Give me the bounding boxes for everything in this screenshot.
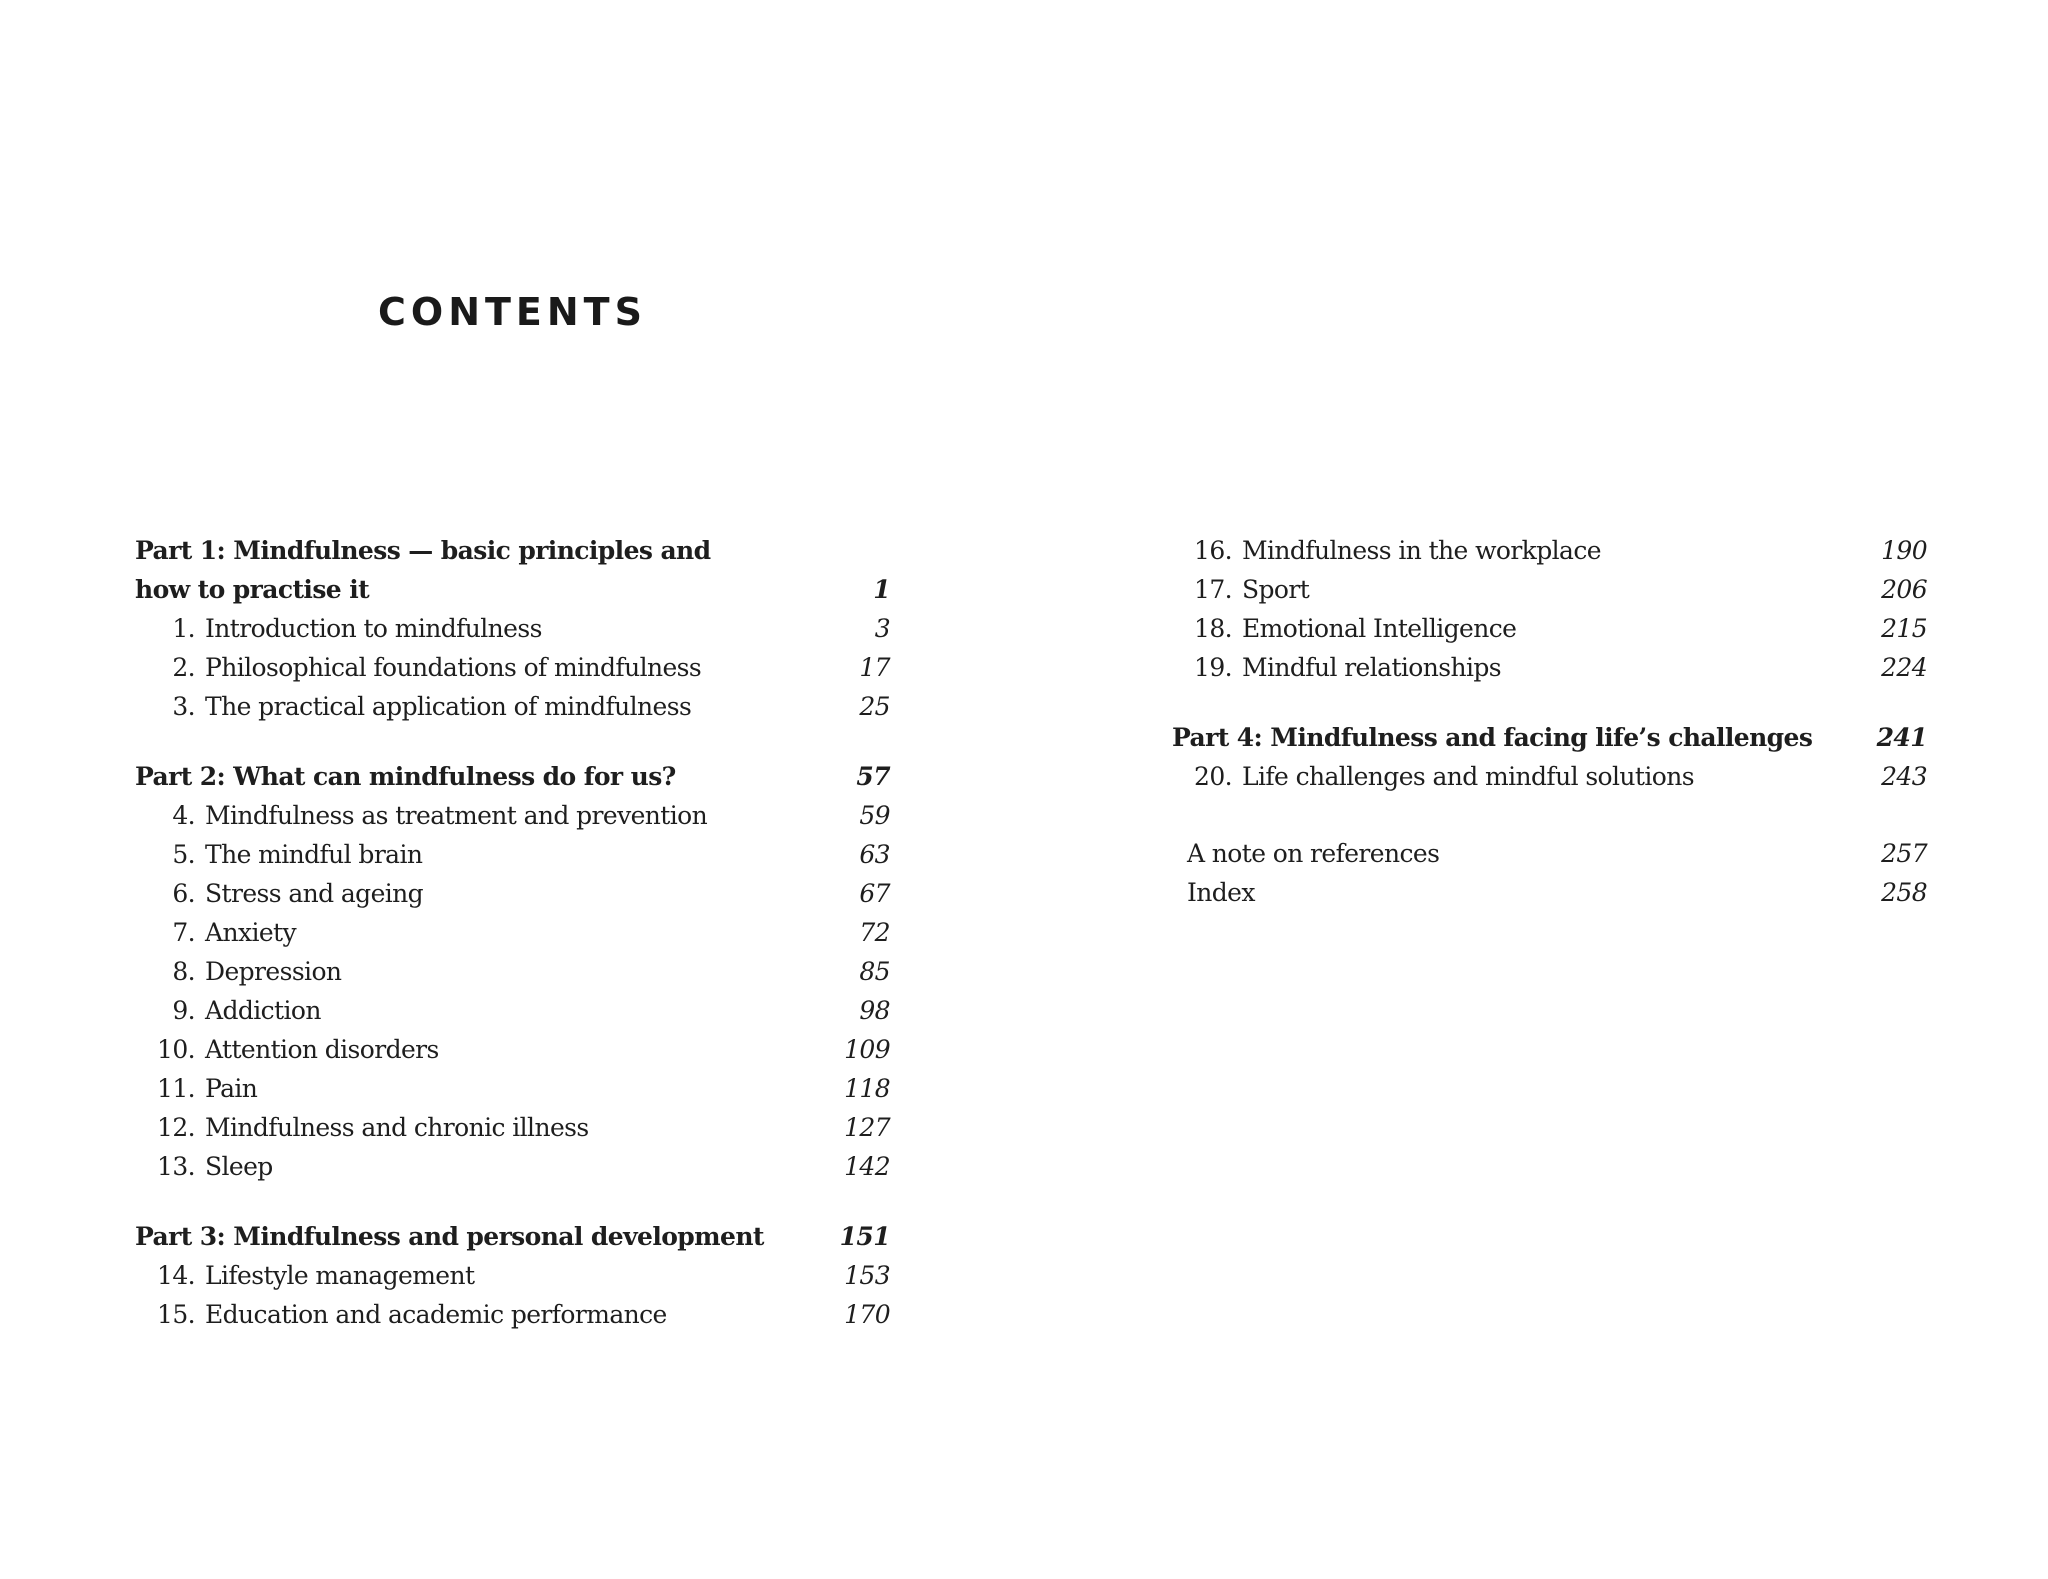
chapter-title: Mindfulness and chronic illness	[205, 1113, 589, 1142]
page-number: 63	[859, 840, 890, 869]
toc-part-entry[interactable]	[135, 531, 890, 609]
chapter-number: 11.	[157, 1074, 195, 1103]
toc-chapter-entry[interactable]	[135, 874, 890, 913]
section-gap	[1172, 796, 1927, 834]
chapter-title: Introduction to mindfulness	[205, 614, 542, 643]
section-gap	[135, 1186, 890, 1217]
page-number: 224	[1881, 653, 1927, 682]
back-matter-title: Index	[1187, 878, 1255, 907]
page-number: 241	[1876, 723, 1927, 752]
page-number: 17	[859, 653, 890, 682]
chapter-number: 18.	[1194, 614, 1232, 643]
page-number: 98	[859, 996, 890, 1025]
chapter-number: 13.	[157, 1152, 195, 1181]
toc-chapter-entry[interactable]	[135, 1147, 890, 1186]
toc-back-matter-entry[interactable]	[1172, 834, 1927, 873]
toc-right-column	[1172, 531, 1927, 912]
page-number: 206	[1881, 575, 1927, 604]
page-number: 109	[844, 1035, 890, 1064]
toc-chapter-entry[interactable]	[135, 796, 890, 835]
chapter-number: 4.	[172, 801, 195, 830]
chapter-number: 7.	[172, 918, 195, 947]
toc-left-column	[135, 531, 890, 1334]
toc-chapter-entry[interactable]	[135, 1069, 890, 1108]
page-number: 1	[873, 575, 890, 604]
chapter-title: The practical application of mindfulness	[205, 692, 692, 721]
toc-chapter-entry[interactable]	[1172, 570, 1927, 609]
part-title: Part 1: Mindfulness — basic principles and how to practise it	[135, 536, 711, 604]
toc-chapter-entry[interactable]	[135, 1295, 890, 1334]
part-title: Part 4: Mindfulness and facing life’s challenges	[1172, 723, 1813, 752]
toc-chapter-entry[interactable]	[135, 991, 890, 1030]
toc-chapter-entry[interactable]	[135, 687, 890, 726]
chapter-title: Depression	[205, 957, 342, 986]
part-title: Part 2: What can mindfulness do for us?	[135, 762, 676, 791]
page-number: 257	[1881, 839, 1927, 868]
contents-heading: CONTENTS	[378, 290, 647, 334]
toc-part-entry[interactable]	[1172, 718, 1927, 757]
chapter-title: Stress and ageing	[205, 879, 424, 908]
chapter-number: 1.	[172, 614, 195, 643]
page-number: 153	[844, 1261, 890, 1290]
page-number: 25	[859, 692, 890, 721]
chapter-title: Emotional Intelligence	[1242, 614, 1517, 643]
chapter-number: 20.	[1194, 762, 1232, 791]
toc-chapter-entry[interactable]	[135, 1256, 890, 1295]
toc-chapter-entry[interactable]	[135, 952, 890, 991]
chapter-number: 16.	[1194, 536, 1232, 565]
chapter-title: Mindfulness in the workplace	[1242, 536, 1601, 565]
chapter-number: 14.	[157, 1261, 195, 1290]
chapter-number: 10.	[157, 1035, 195, 1064]
page-number: 118	[844, 1074, 890, 1103]
chapter-title: Sport	[1242, 575, 1310, 604]
chapter-title: Pain	[205, 1074, 258, 1103]
page-number: 67	[859, 879, 890, 908]
chapter-title: Attention disorders	[205, 1035, 439, 1064]
chapter-title: Anxiety	[205, 918, 297, 947]
chapter-title: Life challenges and mindful solutions	[1242, 762, 1694, 791]
toc-chapter-entry[interactable]	[1172, 531, 1927, 570]
chapter-number: 8.	[172, 957, 195, 986]
back-matter-title: A note on references	[1187, 839, 1440, 868]
chapter-number: 5.	[172, 840, 195, 869]
chapter-title: Addiction	[205, 996, 321, 1025]
toc-chapter-entry[interactable]	[135, 913, 890, 952]
page-number: 85	[859, 957, 890, 986]
toc-chapter-entry[interactable]	[1172, 609, 1927, 648]
page-number: 258	[1881, 878, 1927, 907]
chapter-number: 17.	[1194, 575, 1232, 604]
chapter-title: Philosophical foundations of mindfulness	[205, 653, 702, 682]
toc-chapter-entry[interactable]	[135, 648, 890, 687]
chapter-number: 15.	[157, 1300, 195, 1329]
toc-part-entry[interactable]	[135, 757, 890, 796]
toc-chapter-entry[interactable]	[1172, 648, 1927, 687]
chapter-number: 6.	[172, 879, 195, 908]
page-number: 3	[874, 614, 890, 643]
toc-part-entry[interactable]	[135, 1217, 890, 1256]
section-gap	[135, 726, 890, 757]
toc-chapter-entry[interactable]	[135, 1108, 890, 1147]
toc-back-matter-entry[interactable]	[1172, 873, 1927, 912]
page-number: 190	[1881, 536, 1927, 565]
section-gap	[1172, 687, 1927, 718]
chapter-title: Mindful relationships	[1242, 653, 1501, 682]
part-title: Part 3: Mindfulness and personal development	[135, 1222, 764, 1251]
page-number: 72	[859, 918, 890, 947]
chapter-title: Education and academic performance	[205, 1300, 667, 1329]
chapter-number: 19.	[1194, 653, 1232, 682]
chapter-title: Lifestyle management	[205, 1261, 475, 1290]
chapter-number: 3.	[172, 692, 195, 721]
chapter-title: Sleep	[205, 1152, 273, 1181]
toc-chapter-entry[interactable]	[135, 1030, 890, 1069]
page-number: 142	[844, 1152, 890, 1181]
page-number: 151	[839, 1222, 890, 1251]
toc-chapter-entry[interactable]	[1172, 757, 1927, 796]
page-number: 57	[856, 762, 890, 791]
chapter-number: 2.	[172, 653, 195, 682]
chapter-title: Mindfulness as treatment and prevention	[205, 801, 708, 830]
page-number: 59	[859, 801, 890, 830]
page-number: 170	[844, 1300, 890, 1329]
chapter-number: 9.	[172, 996, 195, 1025]
page-number: 215	[1881, 614, 1927, 643]
page-number: 127	[844, 1113, 890, 1142]
toc-chapter-entry[interactable]	[135, 609, 890, 648]
chapter-title: The mindful brain	[205, 840, 423, 869]
chapter-number: 12.	[157, 1113, 195, 1142]
toc-chapter-entry[interactable]	[135, 835, 890, 874]
page-number: 243	[1881, 762, 1927, 791]
